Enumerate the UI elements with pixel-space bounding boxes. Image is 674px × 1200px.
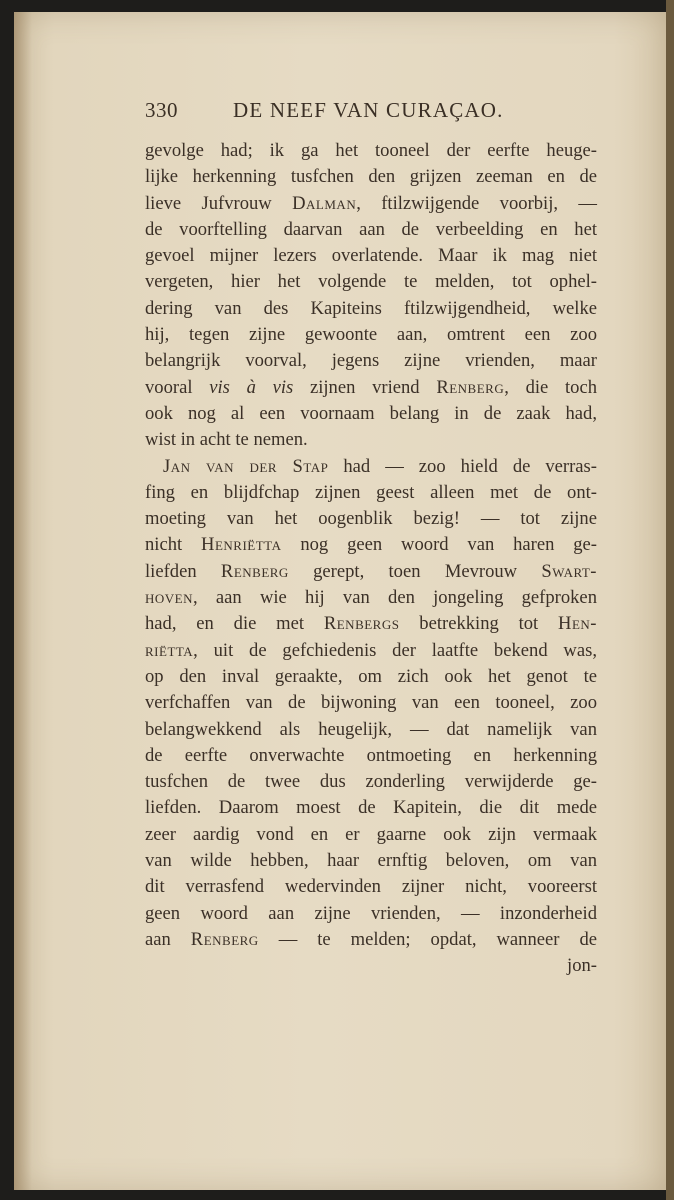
text-line — [145, 822, 597, 848]
text-line — [145, 138, 597, 164]
text-segment: ook nog al een voornaam belang in de zaak had, — [145, 402, 597, 424]
name-small-caps: Hen- — [558, 613, 597, 635]
text-segment: — te melden; opdat, wanneer de — [258, 928, 598, 950]
text-segment: van wilde hebben, haar ernftig beloven, om van — [145, 850, 597, 872]
text-segment: fing en blijdfchap zijnen geest alleen met de ont- — [145, 481, 597, 503]
text-line — [145, 401, 597, 427]
text-line — [145, 454, 597, 480]
text-line — [145, 164, 597, 190]
text-line — [145, 717, 597, 743]
name-small-caps: riëtta — [145, 639, 194, 661]
text-segment: gevolge had; ik ga het tooneel der eerfte heuge- — [145, 140, 597, 161]
name-small-caps: Renberg — [220, 560, 289, 582]
name-small-caps: Henriëtta — [201, 534, 282, 556]
name-small-caps: hoven — [145, 587, 193, 609]
text-line — [145, 427, 597, 453]
text-segment: vooral — [145, 376, 210, 398]
name-small-caps: Renberg — [190, 928, 259, 950]
text-segment: liefden — [145, 560, 221, 582]
catchword — [145, 953, 597, 979]
text-line — [145, 375, 597, 401]
text-segment: lijke herkenning tusfchen den grijzen zeeman en de — [145, 166, 597, 188]
text-segment: hij, tegen zijne gewoonte aan, omtrent een zoo — [145, 324, 597, 346]
text-segment: lieve Jufvrouw — [145, 192, 293, 214]
text-line — [145, 348, 597, 374]
text-line — [145, 559, 597, 585]
page-gutter-shadow — [14, 12, 32, 1190]
name-small-caps: Renbergs — [323, 613, 400, 635]
running-title: DE NEEF VAN CURAÇAO. — [233, 98, 504, 122]
text-segment: , uit de gefchiedenis der laatfte bekend was, — [193, 639, 597, 661]
text-segment: , ftilzwijgende voorbij, — — [356, 192, 597, 214]
page-number: 330 — [145, 98, 178, 122]
next-page-edge — [666, 0, 674, 1200]
text-segment: jon- — [567, 955, 597, 977]
text-line — [145, 217, 597, 243]
text-line — [145, 848, 597, 874]
text-segment: belangwekkend als heugelijk, — dat namelijk van — [145, 718, 597, 740]
text-segment: tusfchen de twee dus zonderling verwijderde ge- — [145, 771, 597, 793]
text-segment: wist in acht te nemen. — [145, 429, 308, 451]
text-line — [145, 191, 597, 217]
text-line — [145, 506, 597, 532]
text-segment: geen woord aan zijne vrienden, — inzonderheid — [145, 902, 597, 924]
text-segment: , die toch — [504, 376, 598, 398]
text-line — [145, 664, 597, 690]
text-segment: gevoel mijner lezers overlatende. Maar ik mag niet — [145, 245, 597, 267]
text-segment: de voorftelling daarvan aan de verbeelding en het — [145, 218, 597, 240]
name-small-caps: Swart- — [541, 560, 597, 582]
text-segment: moeting van het oogenblik bezig! — tot zijne — [145, 508, 597, 530]
text-line — [145, 532, 597, 558]
text-segment: nog geen woord van haren ge- — [281, 534, 598, 556]
text-segment: betrekking tot — [399, 613, 559, 635]
name-small-caps: Renberg — [436, 376, 505, 398]
text-line — [145, 901, 597, 927]
text-segment: de eerfte onverwachte ontmoeting en herkenning — [145, 744, 597, 766]
text-line — [145, 243, 597, 269]
text-line — [145, 743, 597, 769]
text-segment: verfchaffen van de bijwoning van een tooneel, zoo — [145, 692, 597, 714]
text-segment: op den inval geraakte, om zich ook het genot te — [145, 665, 597, 687]
text-segment: belangrijk voorval, jegens zijne vrienden, maar — [145, 350, 597, 372]
text-line — [145, 795, 597, 821]
text-segment: liefden. Daarom moest de Kapitein, die dit mede — [145, 797, 597, 819]
text-segment: had, en die met — [145, 613, 324, 635]
text-segment: dit verrasfend wedervinden zijner nicht, vooreerst — [145, 876, 597, 898]
text-line — [145, 585, 597, 611]
text-segment: zijnen vriend — [293, 376, 437, 398]
text-segment: vergeten, hier het volgende te melden, tot ophel- — [145, 271, 597, 293]
text-line — [145, 874, 597, 900]
text-line — [145, 480, 597, 506]
text-line — [145, 690, 597, 716]
text-segment: had — zoo hield de verras- — [328, 455, 597, 477]
text-segment: dering van des Kapiteins ftilzwijgendheid, welke — [145, 297, 597, 319]
text-segment: zeer aardig vond en er gaarne ook zijn vermaak — [145, 823, 597, 845]
text-line — [145, 927, 597, 953]
text-line — [145, 296, 597, 322]
italic-phrase: vis à vis — [209, 376, 294, 398]
text-segment: nicht — [145, 534, 202, 556]
text-line — [145, 638, 597, 664]
name-small-caps: Jan van der Stap — [163, 455, 329, 477]
text-line — [145, 322, 597, 348]
text-segment: aan — [145, 928, 191, 950]
page-header — [145, 98, 615, 126]
name-small-caps: Dalman — [292, 192, 357, 214]
text-line — [145, 611, 597, 637]
text-segment: , aan wie hij van den jongeling gefproken — [193, 587, 597, 609]
text-line — [145, 769, 597, 795]
body-text — [145, 138, 597, 980]
text-line — [145, 269, 597, 295]
text-segment: gerept, toen Mevrouw — [288, 560, 542, 582]
